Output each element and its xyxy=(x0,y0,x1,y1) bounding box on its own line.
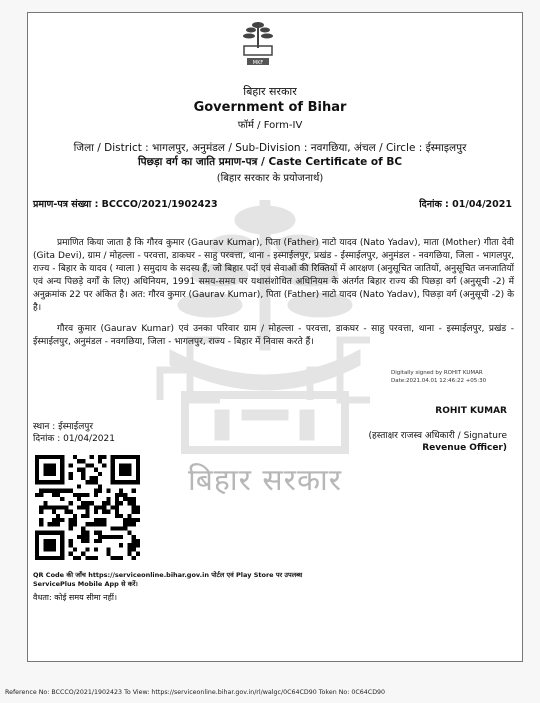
certificate-number: प्रमाण-पत्र संख्या : BCCCO/2021/1902423 xyxy=(33,199,218,210)
purpose-line: (बिहार सरकार के प्रयोजनार्थ) xyxy=(216,173,324,184)
certificate-title: पिछड़ा वर्ग का जाति प्रमाण-पत्र / Caste Certificate of BC xyxy=(137,156,403,168)
digital-signature-line-2: Date:2021.04.01 12:46:22 +05:30 xyxy=(391,378,487,384)
issue-place: स्थान : ईस्माईलपुर xyxy=(33,422,94,432)
signer-name: ROHIT KUMAR xyxy=(435,406,507,416)
certificate-date: दिनांक : 01/04/2021 xyxy=(419,199,512,210)
designation-line-2: Revenue Officer) xyxy=(422,443,507,453)
certificate-paragraph-2: गौरव कुमार (Gaurav Kumar) एवं उनका परिवार ग्राम / मोहल्ला - परवत्ता, डाकघर - साहु परवत्ता, थाना - इस्माईलपुर, प्रखंड - ईस्माईलपुर, अनुमंडल - नवगछिया, जिला - भागलपुर, राज्य - बिहार में निवास करते हैं। xyxy=(33,324,514,347)
validity-note: वैधता: कोई समय सीमा नहीं। xyxy=(33,593,117,602)
bihar-emblem-icon xyxy=(238,20,278,66)
watermark-text: बिहार सरकार xyxy=(188,463,343,498)
designation-line-1: (हस्ताक्षर राजस्व अधिकारी / Signature xyxy=(368,431,507,441)
certificate-paragraph-1: प्रमाणित किया जाता है कि गौरव कुमार (Gaurav Kumar), पिता (Father) नाटो यादव (Nato Yadav), माता (Mother) गीता देवी (Gita Devi), ग्राम / मोहल्ला - परवत्ता, डाकघर - साहु परवत्ता, थाना - इस्माईलपुर, प्रखंड - ईस्माईलपुर, अनुमंडल - नवगछिया, जिला - भागलपुर, राज्य - बिहार के यादव ( ग्वाला ) समुदाय के सदस्य हैं, जो बिहार पदों एवं सेवाओं की रिक्तियों में आरक्षण (अनुसूचित जातियों, अनुसूचित जनजातियों एवं अन्य पिछड़े वर्गों के लिए) अधिनियम, 1991 समय-समय पर यथासंशोधित अधिनियम के अंतर्गत बिहार राज्य की पिछड़ा वर्ग (अनुसूची -2) में अनुक्रमांक 22 पर अंकित है। अत: गौरव कुमार (Gaurav Kumar), पिता (Father) नाटो यादव (Nato Yadav), पिछड़ा वर्ग (अनुसूची -2) के है। xyxy=(33,238,514,313)
svg-text:MKF: MKF xyxy=(252,60,264,66)
reference-footer: Reference No: BCCCO/2021/1902423 To View: https://serviceonline.bihar.gov.in/rl/walgc/0C64CD90 Token No: 0C64CD90 xyxy=(5,689,386,696)
government-hindi: बिहार सरकार xyxy=(243,85,297,98)
qr-verification-note: QR Code की जाँच https://serviceonline.bihar.gov.in पोर्टल एवं Play Store पर उपलब्ध ServicePlus Mobile App से करें। xyxy=(33,571,303,588)
issue-date: दिनांक : 01/04/2021 xyxy=(33,434,115,444)
qr-code xyxy=(35,455,140,560)
form-number: फॉर्म / Form-IV xyxy=(237,120,303,131)
digital-signature-line-1: Digitally signed by ROHIT KUMAR xyxy=(391,370,483,376)
digital-signature xyxy=(391,369,486,385)
signer-designation xyxy=(369,430,507,454)
location-line: जिला / District : भागलपुर, अनुमंडल / Sub-Division : नवगछिया, अंचल / Circle : ईस्माइलपुर xyxy=(73,142,467,154)
government-english: Government of Bihar xyxy=(193,100,347,115)
